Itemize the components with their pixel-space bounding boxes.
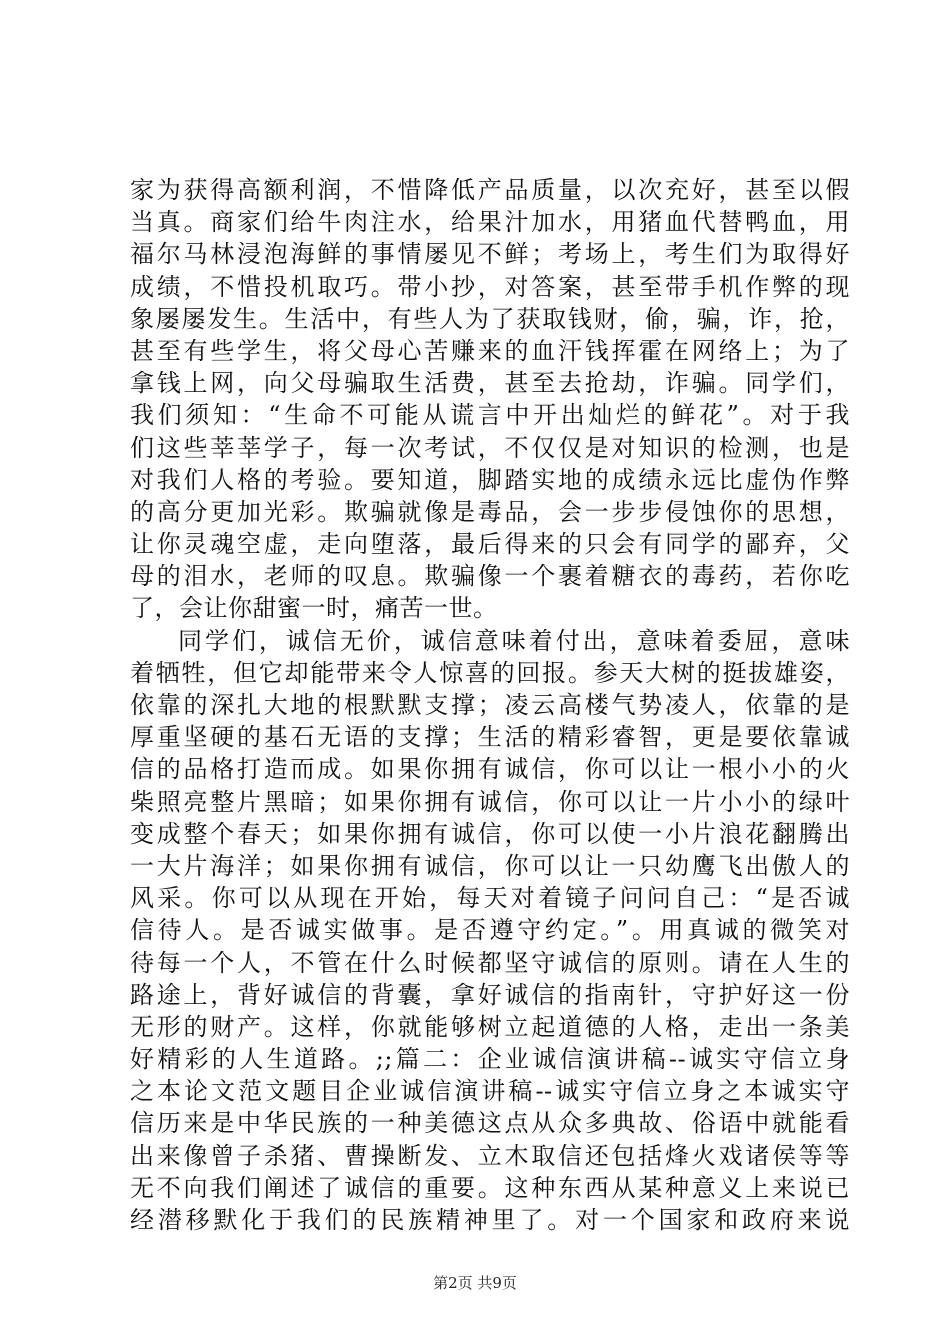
text-line: 一大片海洋；如果你拥有诚信，你可以让一只幼鹰飞出傲人的 bbox=[130, 851, 850, 880]
text-line: 经潜移默化于我们的民族精神里了。对一个国家和政府来说 bbox=[130, 1206, 850, 1234]
paragraph-start-line: 同学们，诚信无价，诚信意味着付出，意味着委屈，意味 bbox=[178, 626, 850, 655]
text-line: 变成整个春天；如果你拥有诚信，你可以使一小片浪花翻腾出 bbox=[130, 819, 850, 848]
text-line: 风采。你可以从现在开始，每天对着镜子问问自己：“是否诚 bbox=[130, 884, 850, 913]
text-line: 无不向我们阐述了诚信的重要。这种东西从某种意义上来说已 bbox=[130, 1173, 850, 1202]
text-line: 信历来是中华民族的一种美德这点从众多典故、俗语中就能看 bbox=[130, 1109, 850, 1138]
text-line: 信待人。是否诚实做事。是否遵守约定。”。用真诚的微笑对 bbox=[130, 916, 850, 945]
text-line: 依靠的深扎大地的根默默支撑；凌云高楼气势凌人，依靠的是 bbox=[130, 691, 850, 719]
text-line: 对我们人格的考验。要知道，脚踏实地的成绩永远比虚伪作弊 bbox=[130, 465, 850, 494]
text-line: 们这些莘莘学子，每一次考试，不仅仅是对知识的检测，也是 bbox=[130, 433, 850, 462]
text-line: 出来像曾子杀猪、曹操断发、立木取信还包括烽火戏诸侯等等 bbox=[130, 1141, 850, 1170]
text-line: 信的品格打造而成。如果你拥有诚信，你可以让一根小小的火 bbox=[130, 755, 850, 784]
paragraph-end-line: 了，会让你甜蜜一时，痛苦一世。 bbox=[130, 594, 498, 623]
text-line: 我们须知：“生命不可能从谎言中开出灿烂的鲜花”。对于我 bbox=[130, 401, 850, 430]
text-line: 母的泪水，老师的叹息。欺骗像一个裹着糖衣的毒药，若你吃 bbox=[130, 562, 850, 591]
text-line: 厚重坚硬的基石无语的支撑；生活的精彩睿智，更是要依靠诚 bbox=[130, 723, 850, 752]
text-line: 好精彩的人生道路。;;篇二：企业诚信演讲稿--诚实守信立身 bbox=[130, 1045, 850, 1074]
text-line: 成绩，不惜投机取巧。带小抄，对答案，甚至带手机作弊的现 bbox=[130, 272, 850, 301]
text-line: 的高分更加光彩。欺骗就像是毒品，会一步步侵蚀你的思想， bbox=[130, 497, 850, 526]
text-line: 让你灵魂空虚，走向堕落，最后得来的只会有同学的鄙弃，父 bbox=[130, 530, 850, 559]
text-line: 柴照亮整片黑暗；如果你拥有诚信，你可以让一片小小的绿叶 bbox=[130, 787, 850, 816]
text-line: 之本论文范文题目企业诚信演讲稿--诚实守信立身之本诚实守 bbox=[130, 1077, 850, 1106]
text-line: 着牺牲，但它却能带来令人惊喜的回报。参天大树的挺拔雄姿， bbox=[130, 658, 850, 687]
text-line: 无形的财产。这样，你就能够树立起道德的人格，走出一条美 bbox=[130, 1012, 850, 1041]
text-line: 象屡屡发生。生活中，有些人为了获取钱财，偷，骗，诈，抢， bbox=[130, 304, 850, 333]
text-line: 待每一个人，不管在什么时候都坚守诚信的原则。请在人生的 bbox=[130, 948, 850, 977]
body-text bbox=[130, 174, 850, 1236]
text-line: 家为获得高额利润，不惜降低产品质量，以次充好，甚至以假 bbox=[130, 176, 850, 204]
text-line: 拿钱上网，向父母骗取生活费，甚至去抢劫，诈骗。同学们， bbox=[130, 369, 850, 398]
text-line: 福尔马林浸泡海鲜的事情屡见不鲜；考场上，考生们为取得好 bbox=[130, 240, 850, 269]
text-line: 当真。商家们给牛肉注水，给果汁加水，用猪血代替鸭血，用 bbox=[130, 208, 850, 237]
text-line: 路途上，背好诚信的背囊，拿好诚信的指南针，守护好这一份 bbox=[130, 980, 850, 1009]
text-line: 甚至有些学生，将父母心苦赚来的血汗钱挥霍在网络上；为了 bbox=[130, 336, 850, 365]
page-number-footer: 第2页 共9页 bbox=[433, 1274, 517, 1292]
